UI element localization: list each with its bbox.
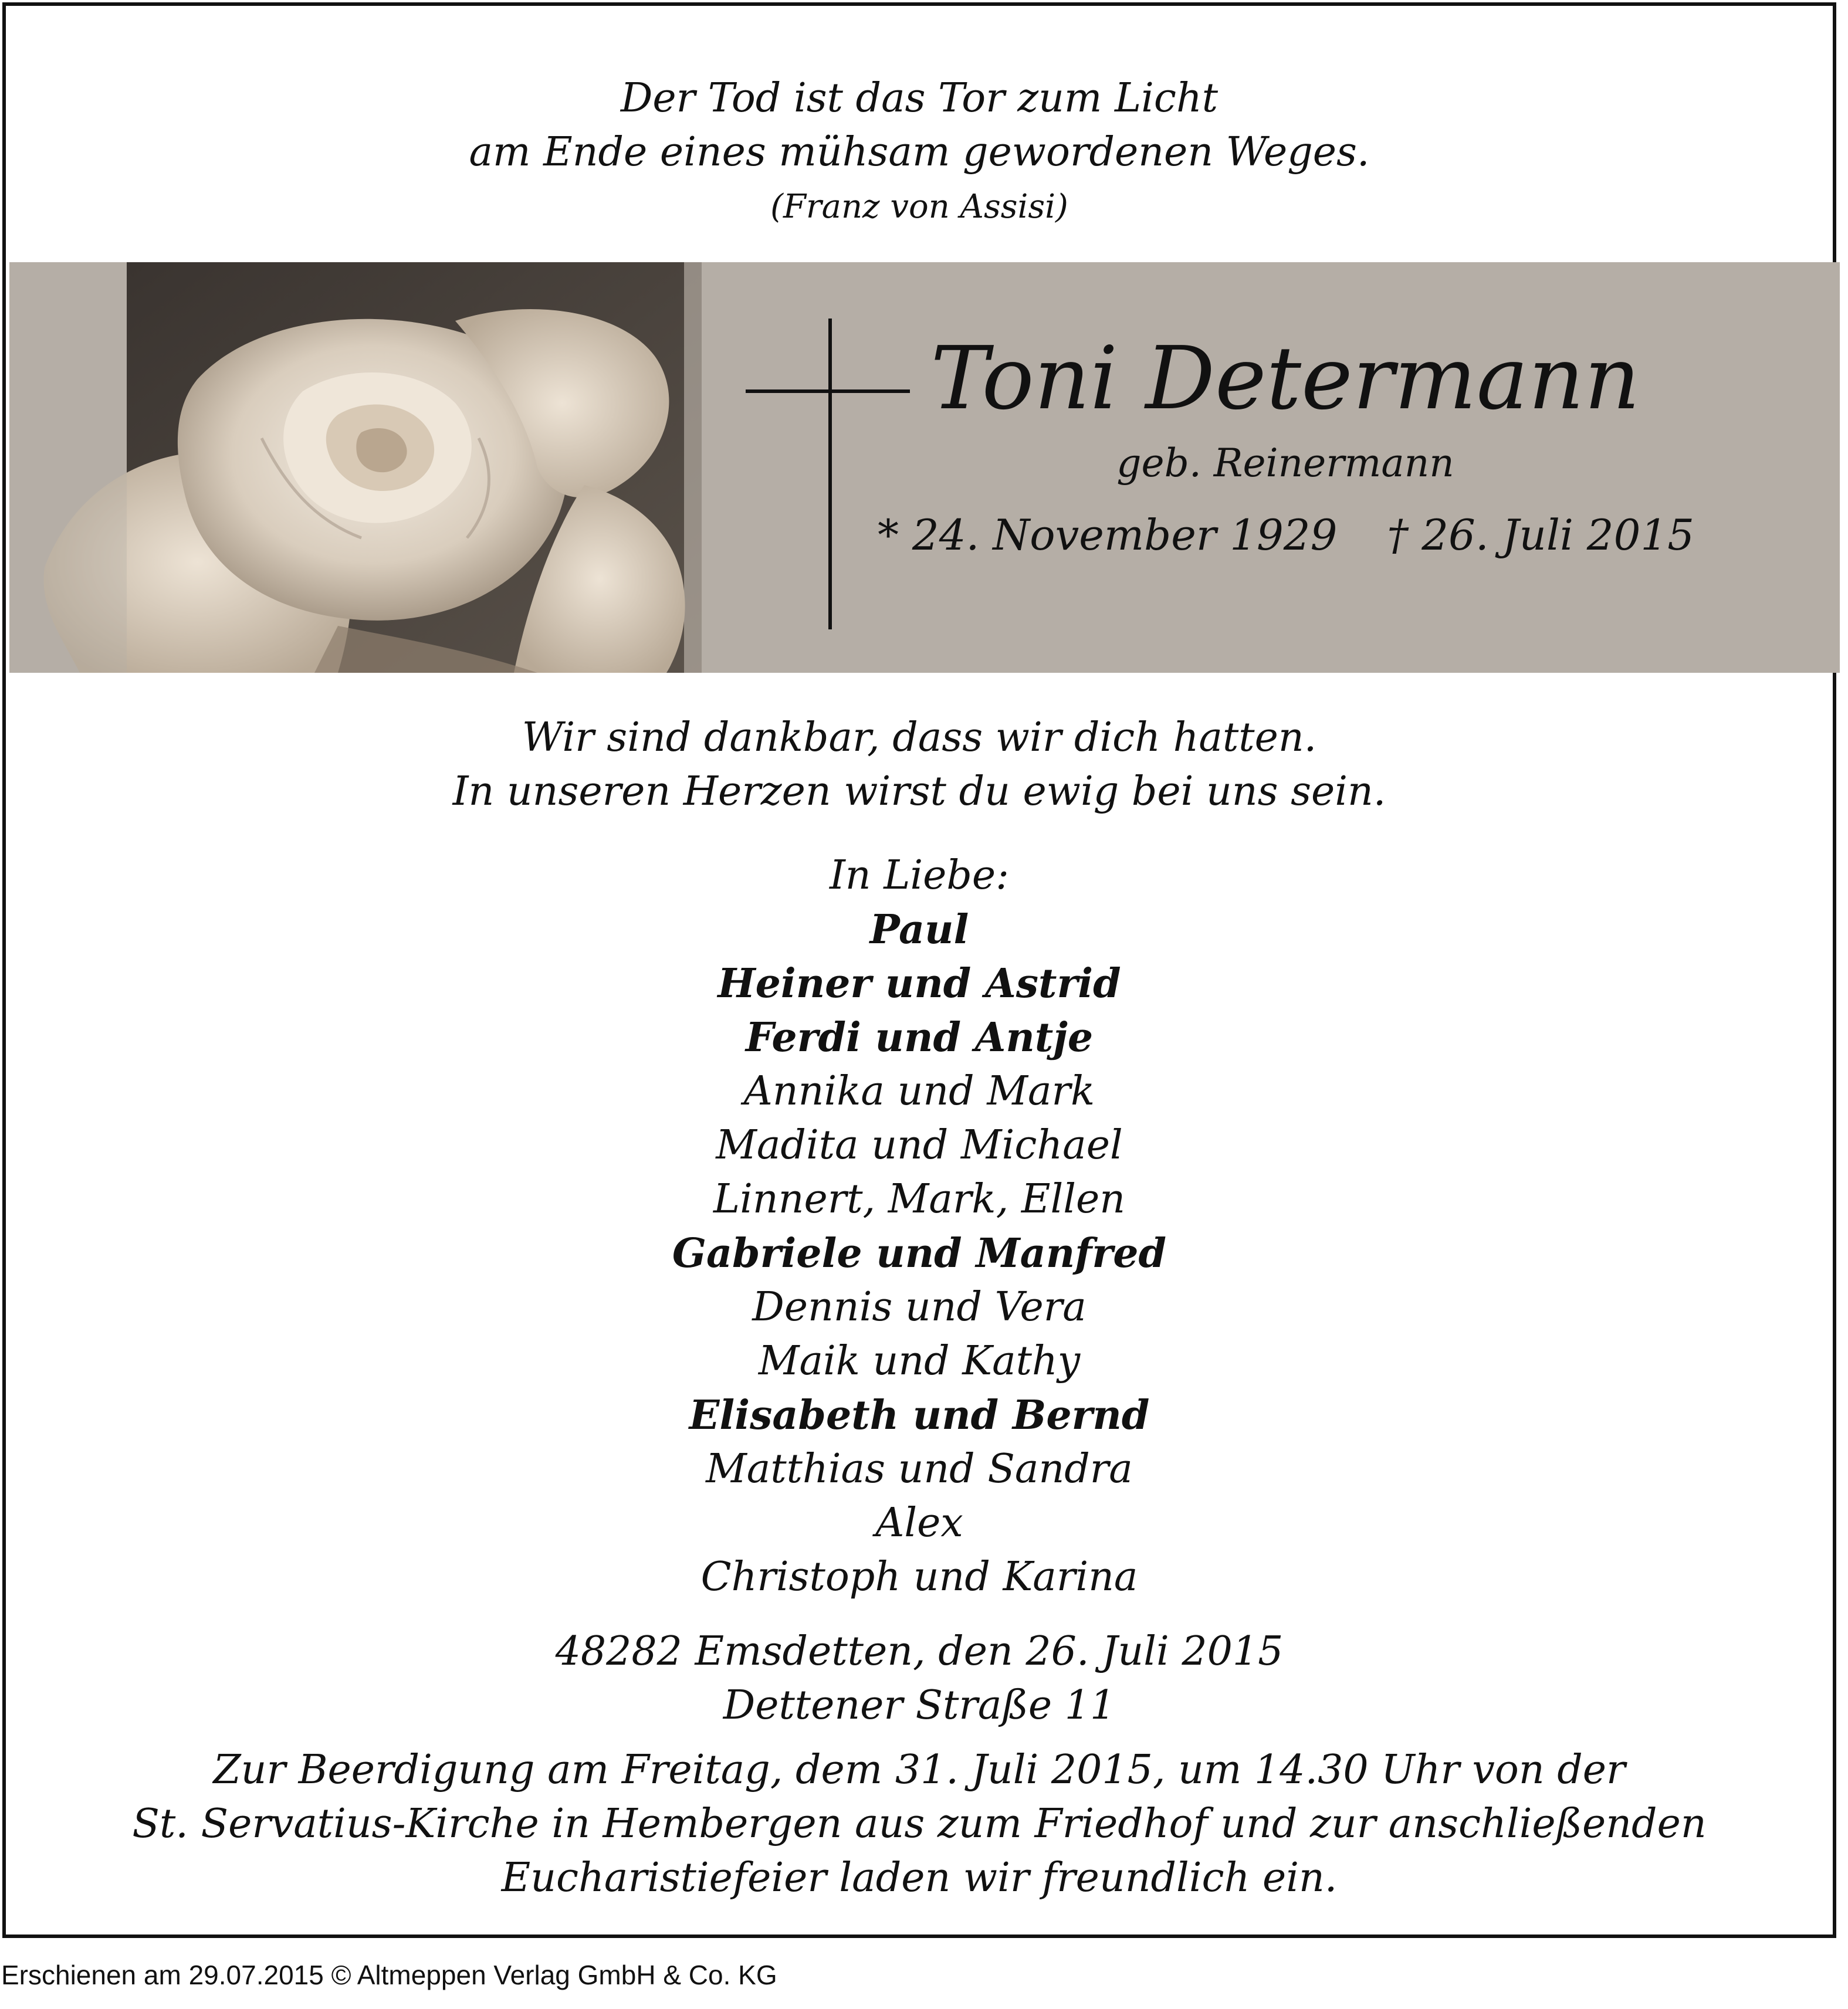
mourner-name: Dennis und Vera xyxy=(752,1284,1087,1330)
life-dates xyxy=(878,506,1711,564)
rose-photo xyxy=(9,262,702,673)
mourner-name: Paul xyxy=(869,906,969,953)
mourner-name: Alex xyxy=(875,1500,963,1546)
quote-line-2: am Ende eines mühsam gewordenen Weges. xyxy=(469,129,1370,175)
deceased-name: Toni Determann xyxy=(930,328,1640,429)
obituary-notice xyxy=(2,2,1836,1938)
maiden-name: geb. Reinermann xyxy=(1116,441,1454,486)
mourners-intro: In Liebe: xyxy=(829,852,1010,899)
publisher-line: Erschienen am 29.07.2015 © Altmeppen Verlag GmbH & Co. KG xyxy=(1,1960,777,1990)
mourner-name: Madita und Michael xyxy=(716,1122,1123,1168)
mourner-name: Gabriele und Manfred xyxy=(672,1230,1167,1277)
death-date: † 26. Juli 2015 xyxy=(1387,510,1694,560)
mourner-name: Maik und Kathy xyxy=(758,1338,1081,1384)
mourner-name: Elisabeth und Bernd xyxy=(689,1392,1150,1439)
name-banner xyxy=(9,262,1840,673)
dedication-line-2: In unseren Herzen wirst du ewig bei uns sein. xyxy=(452,768,1386,815)
quote-author: (Franz von Assisi) xyxy=(770,188,1068,226)
mourner-name: Christoph und Karina xyxy=(700,1554,1138,1600)
dedication-line-1: Wir sind dankbar, dass wir dich hatten. xyxy=(522,714,1317,761)
address-place-date: 48282 Emsdetten, den 26. Juli 2015 xyxy=(555,1628,1284,1675)
funeral-line-2: St. Servatius-Kirche in Hembergen aus zum Friedhof und zur anschließenden xyxy=(132,1801,1707,1847)
funeral-line-3: Eucharistiefeier laden wir freundlich ein. xyxy=(501,1855,1338,1901)
funeral-line-1: Zur Beerdigung am Freitag, dem 31. Juli 2015, um 14.30 Uhr von der xyxy=(213,1747,1626,1793)
mourners-list xyxy=(6,903,1833,1604)
mourner-name: Ferdi und Antje xyxy=(745,1014,1094,1061)
mourner-name: Matthias und Sandra xyxy=(706,1446,1133,1492)
quote-line-1: Der Tod ist das Tor zum Licht xyxy=(620,75,1219,121)
mourner-name: Annika und Mark xyxy=(743,1068,1095,1114)
mourner-name: Heiner und Astrid xyxy=(717,960,1121,1007)
address-street: Dettener Straße 11 xyxy=(723,1682,1116,1729)
mourner-name: Linnert, Mark, Ellen xyxy=(713,1176,1126,1222)
birth-date: * 24. November 1929 xyxy=(878,510,1338,560)
